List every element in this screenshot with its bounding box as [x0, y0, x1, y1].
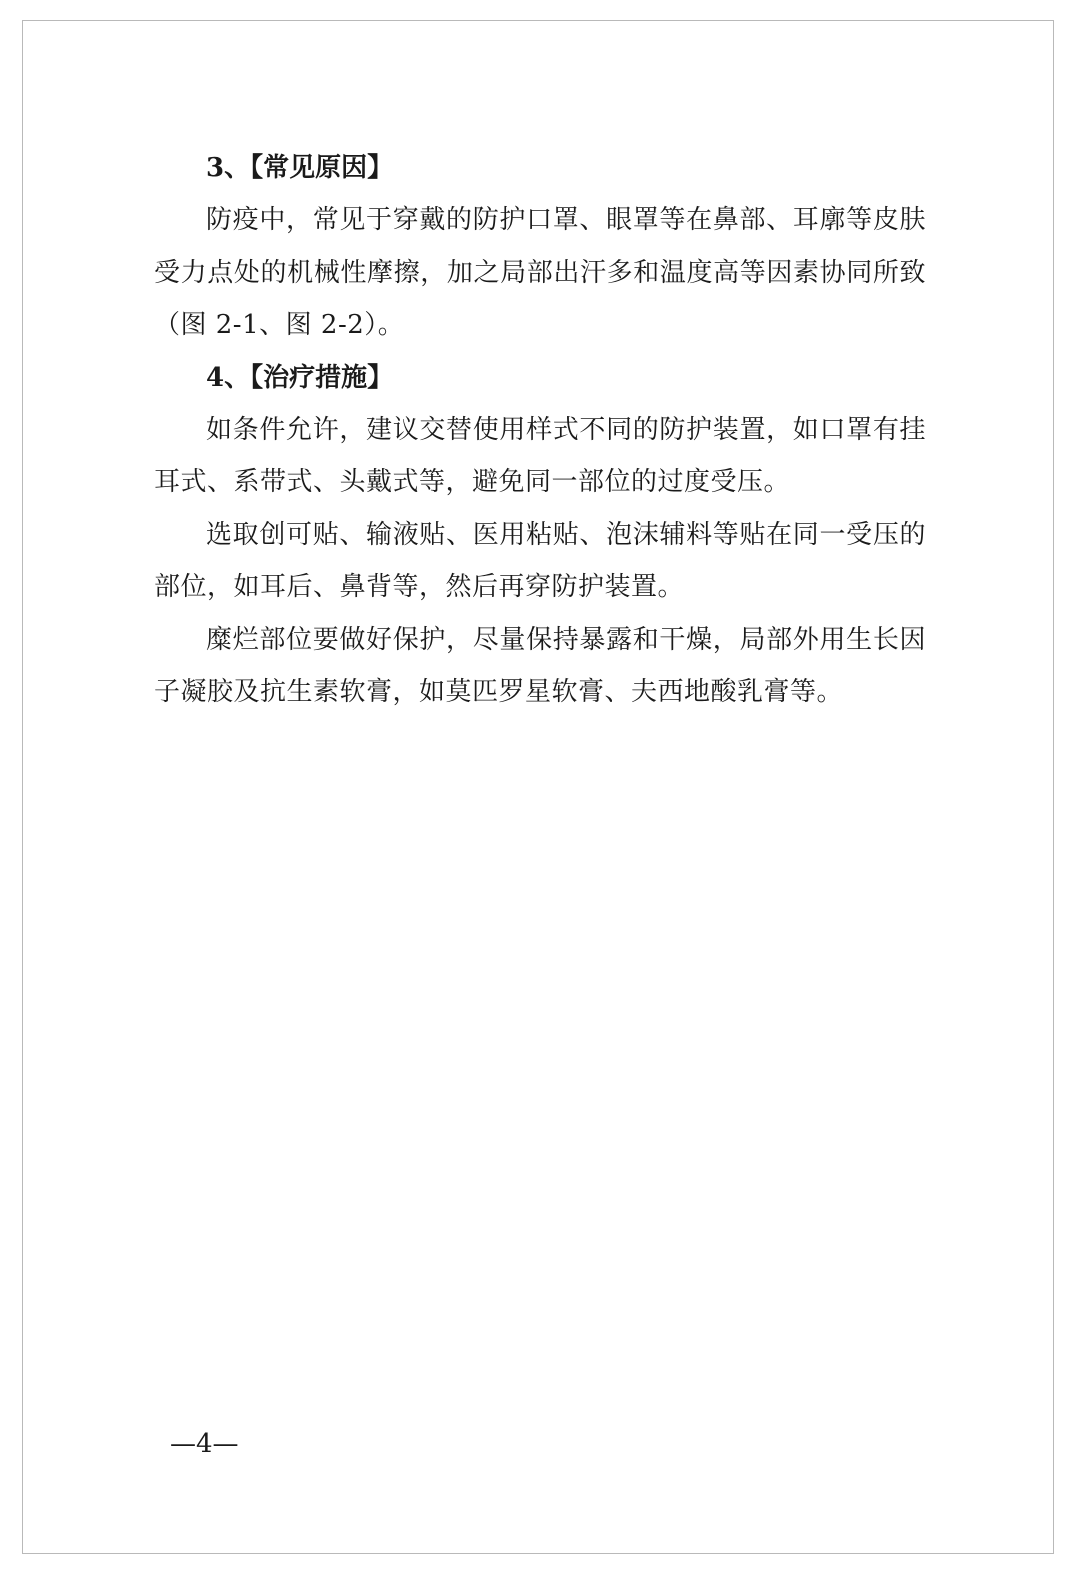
- section-heading-causes: 3、【常见原因】: [206, 153, 394, 183]
- paragraph-causes: 防疫中，常见于穿戴的防护口罩、眼罩等在鼻部、耳廓等皮肤受力点处的机械性摩擦，加之局部出汗多和温度高等因素协同所致（图 2-1、图 2-2）。: [154, 205, 926, 340]
- paragraph-treatment-1: 如条件允许，建议交替使用样式不同的防护装置，如口罩有挂耳式、系带式、头戴式等，避免同一部位的过度受压。: [154, 414, 926, 497]
- paragraph-treatment-3: 糜烂部位要做好保护，尽量保持暴露和干燥，局部外用生长因子凝胶及抗生素软膏，如莫匹罗星软膏、夫西地酸乳膏等。: [154, 624, 926, 707]
- paragraph-treatment-2: 选取创可贴、输液贴、医用粘贴、泡沫辅料等贴在同一受压的部位，如耳后、鼻背等，然后再穿防护装置。: [154, 519, 926, 602]
- section-heading-treatment: 4、【治疗措施】: [206, 362, 394, 393]
- page-number: —4—: [170, 1429, 239, 1459]
- document-body: [154, 142, 926, 719]
